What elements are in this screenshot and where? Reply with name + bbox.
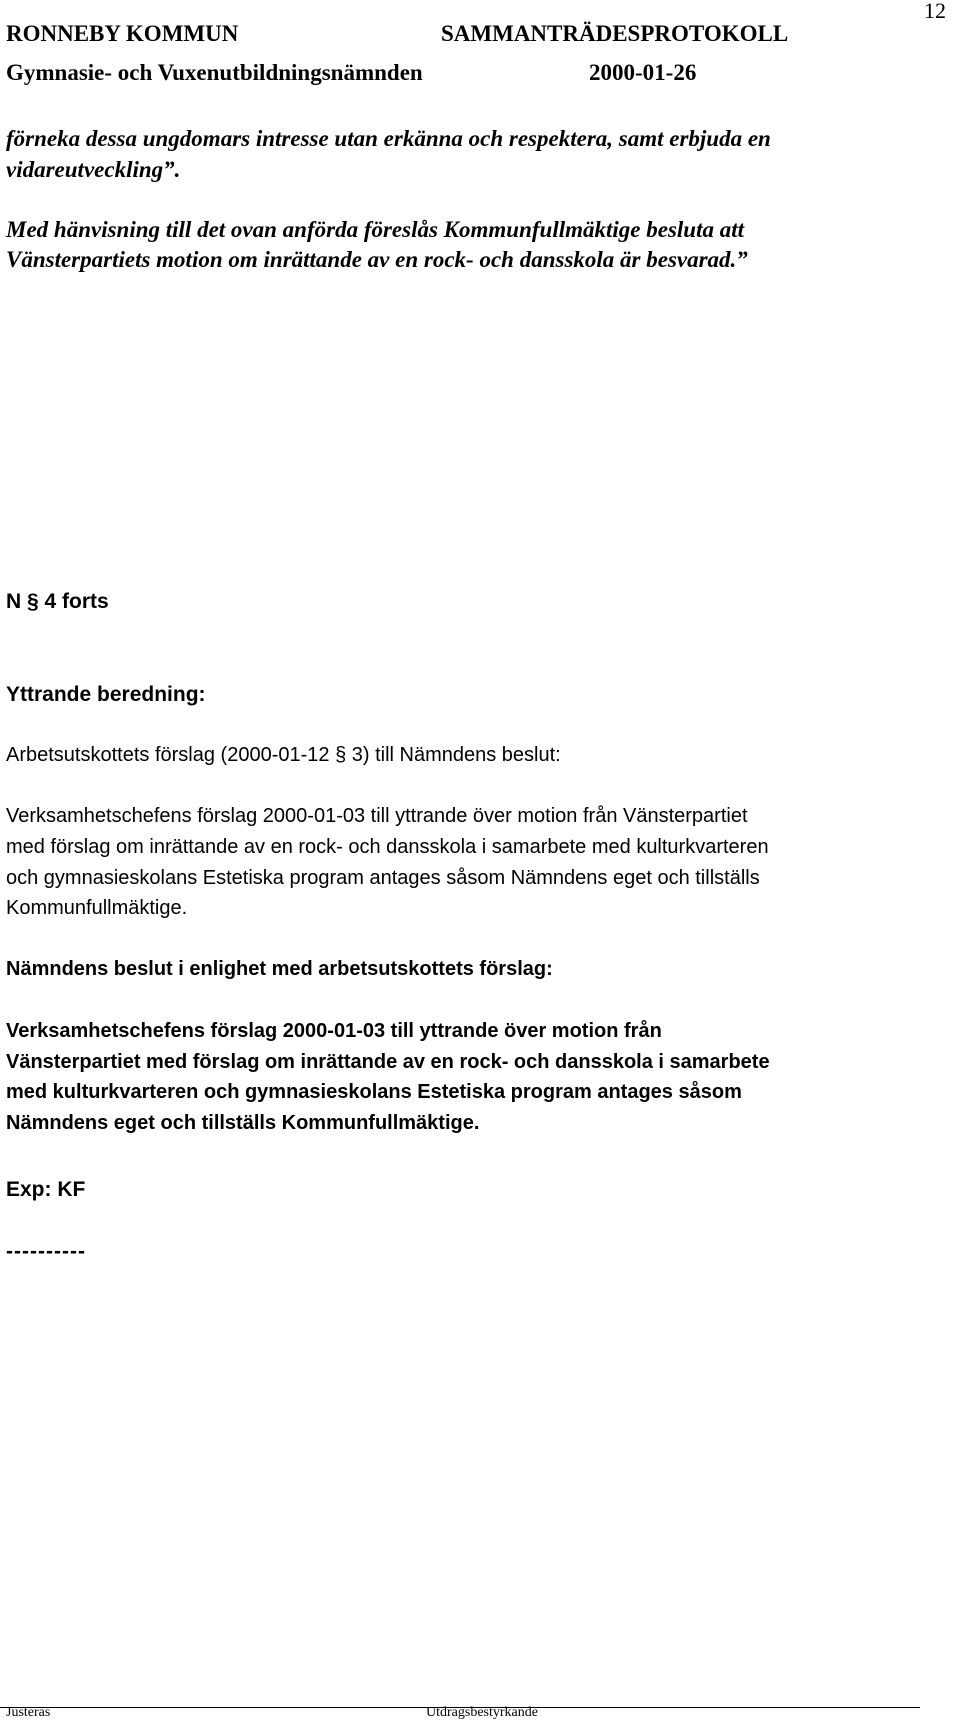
intro-line: Vänsterpartiets motion om inrättande av en rock- och dansskola är besvarad.” bbox=[6, 247, 748, 272]
section-heading: N § 4 forts bbox=[6, 590, 109, 613]
proposal-line: med förslag om inrättande av en rock- och dansskola i samarbete med kulturkvarteren bbox=[6, 836, 769, 858]
org-name: RONNEBY KOMMUN bbox=[6, 21, 239, 46]
proposal-line: Verksamhetschefens förslag 2000-01-03 till yttrande över motion från Vänsterpartiet bbox=[6, 805, 748, 827]
footer-justeras: Justeras bbox=[6, 1705, 51, 1720]
proposal-line: Kommunfullmäktige. bbox=[6, 897, 188, 919]
expedition-line: Exp: KF bbox=[6, 1178, 86, 1201]
decision-heading: Nämndens beslut i enlighet med arbetsutskottets förslag: bbox=[6, 958, 553, 980]
decision-line: Verksamhetschefens förslag 2000-01-03 till yttrande över motion från bbox=[6, 1020, 662, 1042]
page-number: 12 bbox=[924, 0, 946, 23]
board-name: Gymnasie- och Vuxenutbildningsnämnden bbox=[6, 60, 423, 85]
decision-line: Vänsterpartiet med förslag om inrättande av en rock- och dansskola i samarbete bbox=[6, 1051, 770, 1073]
separator-line: ---------- bbox=[6, 1240, 86, 1263]
footer-utdragsbestyrkande: Utdragsbestyrkande bbox=[426, 1705, 538, 1720]
intro-line: förneka dessa ungdomars intresse utan erkänna och respektera, samt erbjuda en bbox=[6, 126, 771, 151]
decision-line: med kulturkvarteren och gymnasieskolans Estetiska program antages såsom bbox=[6, 1081, 742, 1103]
section-subheading: Yttrande beredning: bbox=[6, 683, 206, 706]
proposal-line: och gymnasieskolans Estetiska program antages såsom Nämndens eget och tillställs bbox=[6, 867, 760, 889]
intro-line: vidareutveckling”. bbox=[6, 157, 181, 182]
document-type: SAMMANTRÄDESPROTOKOLL bbox=[441, 21, 789, 46]
meeting-date: 2000-01-26 bbox=[589, 60, 697, 85]
decision-line: Nämndens eget och tillställs Kommunfullmäktige. bbox=[6, 1112, 480, 1134]
au-proposal-line: Arbetsutskottets förslag (2000-01-12 § 3) till Nämndens beslut: bbox=[6, 744, 561, 766]
intro-line: Med hänvisning till det ovan anförda föreslås Kommunfullmäktige besluta att bbox=[6, 217, 745, 242]
